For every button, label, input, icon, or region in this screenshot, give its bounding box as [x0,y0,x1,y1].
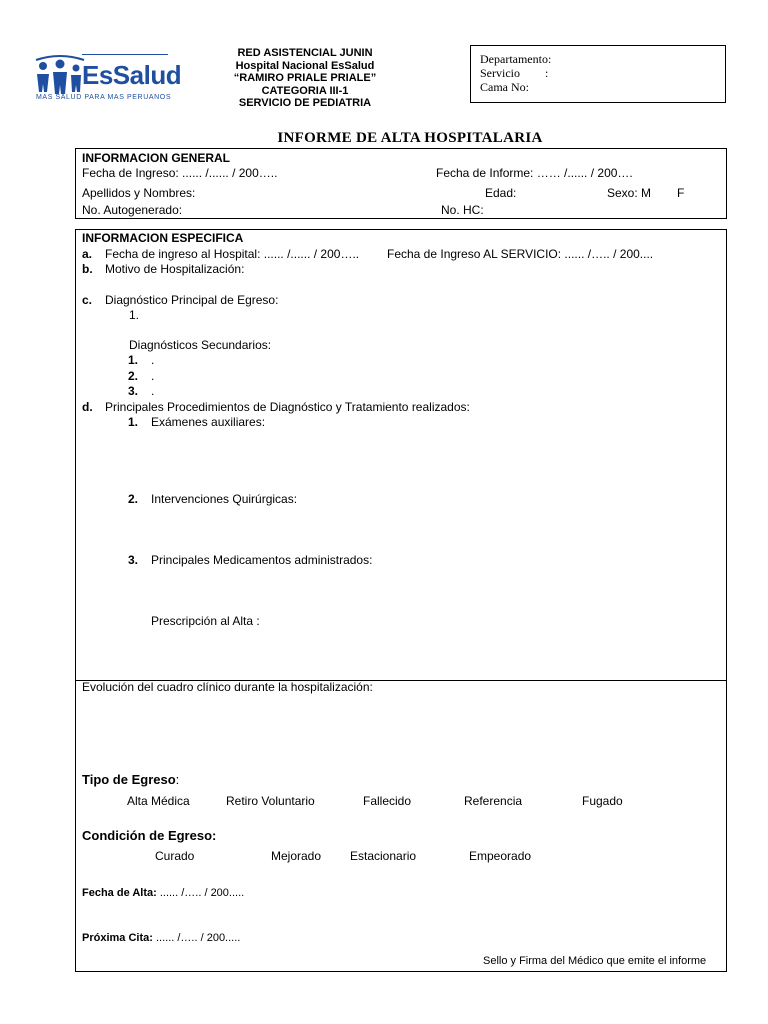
institution-line-5: SERVICIO DE PEDIATRIA [238,97,372,109]
diagnostico-principal-item: 1. [129,308,140,322]
servicio-colon: : [545,66,549,80]
tipo-option-fallecido: Fallecido [363,794,412,808]
institution-line-2: Hospital Nacional EsSalud [235,60,375,72]
tipo-option-referencia: Referencia [464,794,523,808]
autogenerado-field: No. Autogenerado: [82,203,183,217]
proxima-cita-label: Próxima Cita: [82,932,153,944]
institution-line-3: “RAMIRO PRIALE PRIALE” [233,72,377,84]
logo-line [82,54,168,55]
fecha-alta-field [82,887,244,899]
tipo-egreso-label: Tipo de Egreso [82,772,176,787]
logo-tagline: MAS SALUD PARA MAS PERUANOS [36,94,172,101]
intervenciones-quirurgicas: Intervenciones Quirúrgicas: [151,492,298,506]
logo-brand-text: EsSalud [82,60,182,90]
evolution-box [75,680,727,972]
sec-item-num: 3. [128,384,139,398]
fecha-ingreso-hospital: Fecha de ingreso al Hospital: ...... /...... / 200….. [105,247,360,261]
diagnosticos-secundarios: Diagnósticos Secundarios: [129,338,272,352]
firma-medico: Sello y Firma del Médico que emite el informe [483,955,707,967]
condicion-egreso-heading: Condición de Egreso: [82,828,217,843]
general-heading: INFORMACION GENERAL [82,151,230,165]
edad-field: Edad: [485,186,517,200]
fecha-alta-label: Fecha de Alta: [82,887,157,899]
fecha-informe-field: Fecha de Informe: …… /...... / 200…. [436,166,633,180]
cama-label: Cama No: [480,80,529,94]
page-title: INFORME DE ALTA HOSPITALARIA [277,130,543,146]
departamento-label: Departamento: [480,52,552,66]
motivo-hospitalizacion: Motivo de Hospitalización: [105,262,245,276]
sexo-f-option: F [677,186,685,200]
servicio-label: Servicio [480,66,520,80]
item-b-label: b. [82,262,93,276]
tipo-egreso-colon: : [175,772,180,787]
family-logo-icon [34,54,86,98]
institution-line-1: RED ASISTENCIAL JUNIN [237,47,373,59]
sec-item-text: . [151,353,155,367]
proxima-cita-value: ...... /….. / 200..... [152,932,241,944]
prescripcion-alta: Prescripción al Alta : [151,614,260,628]
sexo-field: Sexo: M [607,186,652,200]
evolucion-clinica: Evolución del cuadro clínico durante la hospitalización: [82,680,373,694]
tipo-option-fugado: Fugado [582,794,623,808]
tipo-option-alta-medica: Alta Médica [127,794,190,808]
tipo-option-retiro-voluntario: Retiro Voluntario [226,794,315,808]
institution-line-4: CATEGORIA III-1 [261,85,349,97]
sec-item-num: 1. [128,353,139,367]
condicion-option-empeorado: Empeorado [469,849,532,863]
proxima-cita-field [82,932,240,944]
procedimientos: Principales Procedimientos de Diagnóstico y Tratamiento realizados: [105,400,470,414]
sec-item-text: . [151,384,155,398]
proc-item-num: 1. [128,415,139,429]
examenes-auxiliares: Exámenes auxiliares: [151,415,266,429]
fecha-alta-value: ...... /….. / 200..... [156,887,245,899]
condicion-option-estacionario: Estacionario [350,849,417,863]
diagnostico-principal: Diagnóstico Principal de Egreso: [105,293,279,307]
fecha-ingreso-servicio: Fecha de Ingreso AL SERVICIO: ...... /….. / 200.... [387,247,654,261]
tipo-egreso-heading [82,772,179,787]
sec-item-text: . [151,369,155,383]
hc-field: No. HC: [441,203,484,217]
condicion-option-curado: Curado [155,849,195,863]
item-d-label: d. [82,400,93,414]
item-a-label: a. [82,247,93,261]
proc-item-num: 2. [128,492,139,506]
item-c-label: c. [82,293,93,307]
essalud-logo [34,50,189,105]
apellidos-field: Apellidos y Nombres: [82,186,196,200]
fecha-ingreso-field: Fecha de Ingreso: ...... /...... / 200….. [82,166,278,180]
proc-item-num: 3. [128,553,139,567]
sec-item-num: 2. [128,369,139,383]
condicion-option-mejorado: Mejorado [271,849,322,863]
medicamentos-administrados: Principales Medicamentos administrados: [151,553,373,567]
specific-heading: INFORMACION ESPECIFICA [82,231,244,245]
